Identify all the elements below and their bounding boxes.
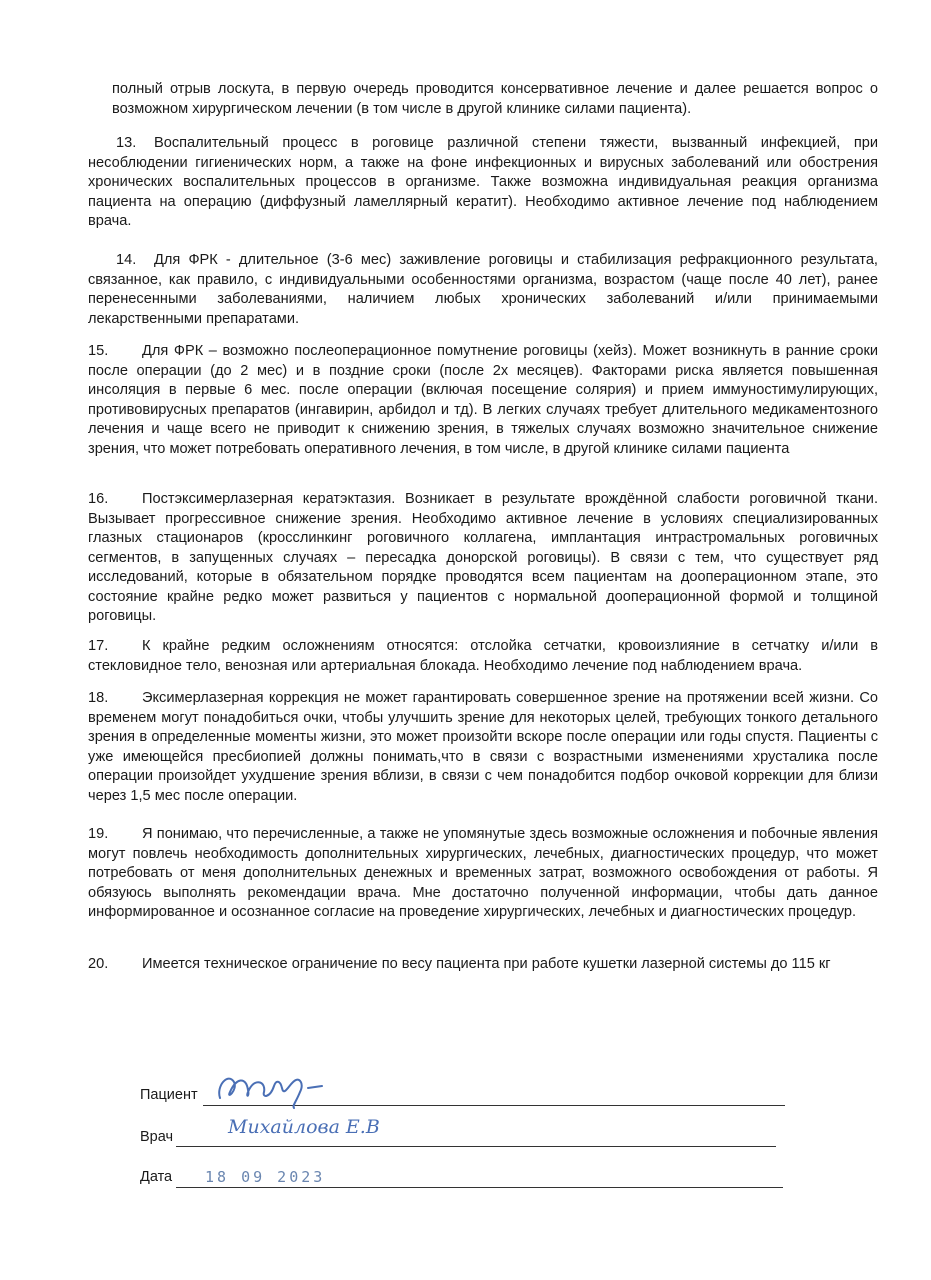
paragraph-19 [88,825,878,923]
paragraph-number: 17. [88,638,109,654]
paragraph-text: Имеется техническое ограничение по весу пациента при работе кушетки лазерной системы до 115 кг [142,956,831,972]
paragraph-18 [88,689,878,806]
paragraph-text: Для ФРК - длительное (3-6 мес) заживление роговицы и стабилизация рефракционного результата, связанное, как правило, с индивидуальными особенностями организма, возрастом (чаще после 40 лет), ранее перенесенными заболеваниями, наличием любых хронических заболеваний и/или принимаемыми лекарственными препаратами. [88,252,878,327]
date-handwritten: 18 09 2023 [205,1168,326,1186]
date-label: Дата [140,1169,173,1185]
doctor-signature-line [176,1146,776,1147]
paragraph-number: 16. [88,491,109,507]
paragraph-number: 15. [88,343,109,359]
date-line [176,1187,783,1188]
paragraph-20 [88,955,878,975]
paragraph-16 [88,490,878,627]
paragraph-text: Воспалительный процесс в роговице различной степени тяжести, вызванный инфекцией, при несоблюдении гигиенических норм, а также на фоне инфекционных и вирусных заболеваний или обострения хронических воспалительных процессов в организме. Также возможна индивидуальная реакция организма пациента на операцию (диффузный ламеллярный кератит). Необходимо активное лечение под наблюдением врача. [88,135,878,229]
patient-label: Пациент [140,1087,198,1103]
paragraph-13 [88,134,878,232]
doctor-handwritten-name: Михайлова Е.В [228,1116,380,1138]
paragraph-text: Постэксимерлазерная кератэктазия. Возникает в результате врождённой слабости роговичной ткани. Вызывает прогрессивное снижение зрения. Необходимо активное лечение в условиях специализированных глазных стационаров (кросслинкинг роговичного коллагена, имплантация интрастромальных роговичных сегментов, в запущенных случаях – пересадка донорской роговицы). В связи с тем, что существует ряд исследований, которые в обязательном порядке проводятся всем пациентам на дооперационном этапе, это состояние крайне редко может развиться у пациентов с нормальной дооперационной формой и толщиной роговицы. [88,491,878,624]
doctor-label: Врач [140,1129,174,1145]
paragraph-number: 19. [88,826,109,842]
paragraph-number: 18. [88,690,109,706]
paragraph-number: 20. [88,956,109,972]
paragraph-text: К крайне редким осложнениям относятся: отслойка сетчатки, кровоизлияние в сетчатку и/или в стекловидное тело, венозная или артериальная блокада. Необходимо лечение под наблюдением врача. [88,638,878,674]
paragraph-17 [88,637,878,676]
paragraph-text: Я понимаю, что перечисленные, а также не упомянутые здесь возможные осложнения и побочные явления могут повлечь необходимость дополнительных хирургических, лечебных, диагностических процедур, что может потребовать от меня дополнительных денежных и временных затрат, возможного освобождения от работы. Я обязуюсь выполнять рекомендации врача. Мне достаточно полученной информации, чтобы дать данное информированное и осознанное согласие на проведение хирургических, лечебных и диагностических процедур. [88,826,878,920]
paragraph-number: 14. [116,252,137,268]
paragraph-text: Для ФРК – возможно послеоперационное помутнение роговицы (хейз). Может возникнуть в ранние сроки после операции (до 2 мес) и в поздние сроки (после 2х месяцев). Факторами риска является повышенная инсоляция в первые 6 мес. после операции (включая посещение солярия) и прием иммуностимулирующих, противовирусных препаратов (ингавирин, арбидол и тд). В легких случаях требует длительного медикаментозного лечения и чаще всего не приводит к снижению зрения, в тяжелых случаях возможно значительное снижение зрения, что может потребовать оперативного лечения, в том числе, в другой клинике силами пациента [88,343,878,457]
paragraph-text: полный отрыв лоскута, в первую очередь проводится консервативное лечение и далее решается вопрос о возможном хирургическом лечении (в том числе в другой клинике силами пациента). [112,81,878,117]
paragraph-14 [88,251,878,329]
paragraph-number: 13. [116,135,137,151]
paragraph-12-continuation [112,80,878,119]
paragraph-text: Эксимерлазерная коррекция не может гарантировать совершенное зрение на протяжении всей жизни. Со временем могут понадобиться очки, чтобы улучшить зрение для некоторых целей, требующих тонкого детального зрения в определенные моменты жизни, это может произойти вскоре после операции или годы спустя. Пациенты с уже имеющейся пресбиопией должны понимать,что в связи с возрастными изменениями хрусталика после операции произойдет ухудшение зрения вблизи, в связи с чем понадобится подбор очковой коррекции для близи через 1,5 мес после операции. [88,690,878,804]
patient-signature-scribble [208,1068,328,1108]
paragraph-15 [88,342,878,459]
